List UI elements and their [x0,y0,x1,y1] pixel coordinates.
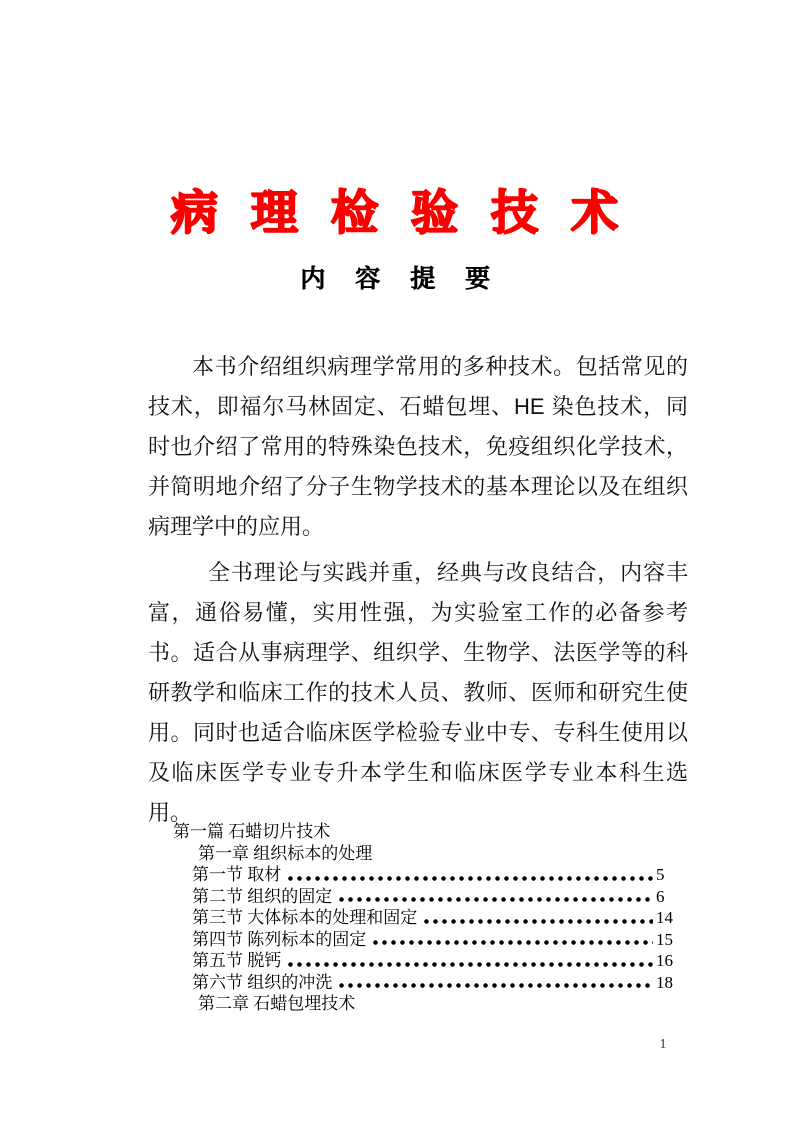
table-of-contents [148,821,676,1015]
toc-row [148,993,676,1015]
dot-leader [424,918,653,925]
toc-entry-page-number: 16 [656,951,673,970]
dot-leader [288,961,653,968]
toc-row [148,886,676,908]
toc-entry-page-number: 14 [656,908,673,927]
dot-leader [373,939,653,946]
toc-row [148,950,676,972]
toc-row [148,864,676,886]
toc-entry-label: 第三节 大体标本的处理和固定 [192,908,418,927]
summary-text-block [148,347,688,833]
toc-entry-label: 第二节 组织的固定 [192,886,333,906]
toc-entry-label: 第六节 组织的冲洗 [192,972,333,992]
toc-row [148,907,676,929]
summary-paragraph-2: 全书理论与实践并重，经典与改良结合，内容丰富，通俗易懂，实用性强，为实验室工作的必备参考书。适合从事病理学、组织学、生物学、法医学等的科研教学和临床工作的技术人员、教师、医师和研究生使用。同时也适合临床医学检验专业中专、专科生使用以及临床医学专业专升本学生和临床医学专业本科生选用。 [148,560,688,825]
toc-entry-page-number: 6 [656,886,665,906]
toc-row [148,843,676,865]
page-number: 1 [659,1037,667,1052]
toc-row [148,972,676,994]
book-title: 病 理 检 验 技 术 [170,186,623,239]
toc-entry-page-number: 5 [656,865,665,884]
dot-leader [288,875,653,882]
dot-leader [339,896,653,903]
toc-entry-page-number: 18 [656,972,673,992]
content-summary-heading: 内 容 提 要 [300,265,493,293]
toc-entry-label: 第一篇 石蜡切片技术 [173,822,331,841]
toc-row [148,821,676,843]
toc-entry-label: 第一章 组织标本的处理 [198,843,373,863]
dot-leader [339,982,653,989]
toc-entry-label: 第一节 取材 [192,865,282,884]
toc-entry-label: 第五节 脱钙 [192,951,282,970]
summary-paragraph-1: 本书介绍组织病理学常用的多种技术。包括常见的技术，即福尔马林固定、石蜡包埋、HE 染色技术，同时也介绍了常用的特殊染色技术，免疫组织化学技术，并简明地介绍了分子生物学技术的基本理论以及在组织病理学中的应用。 [148,354,688,539]
toc-entry-page-number: 15 [656,929,673,949]
toc-row [148,929,676,951]
toc-entry-label: 第四节 陈列标本的固定 [192,929,367,949]
toc-entry-label: 第二章 石蜡包埋技术 [198,994,356,1013]
